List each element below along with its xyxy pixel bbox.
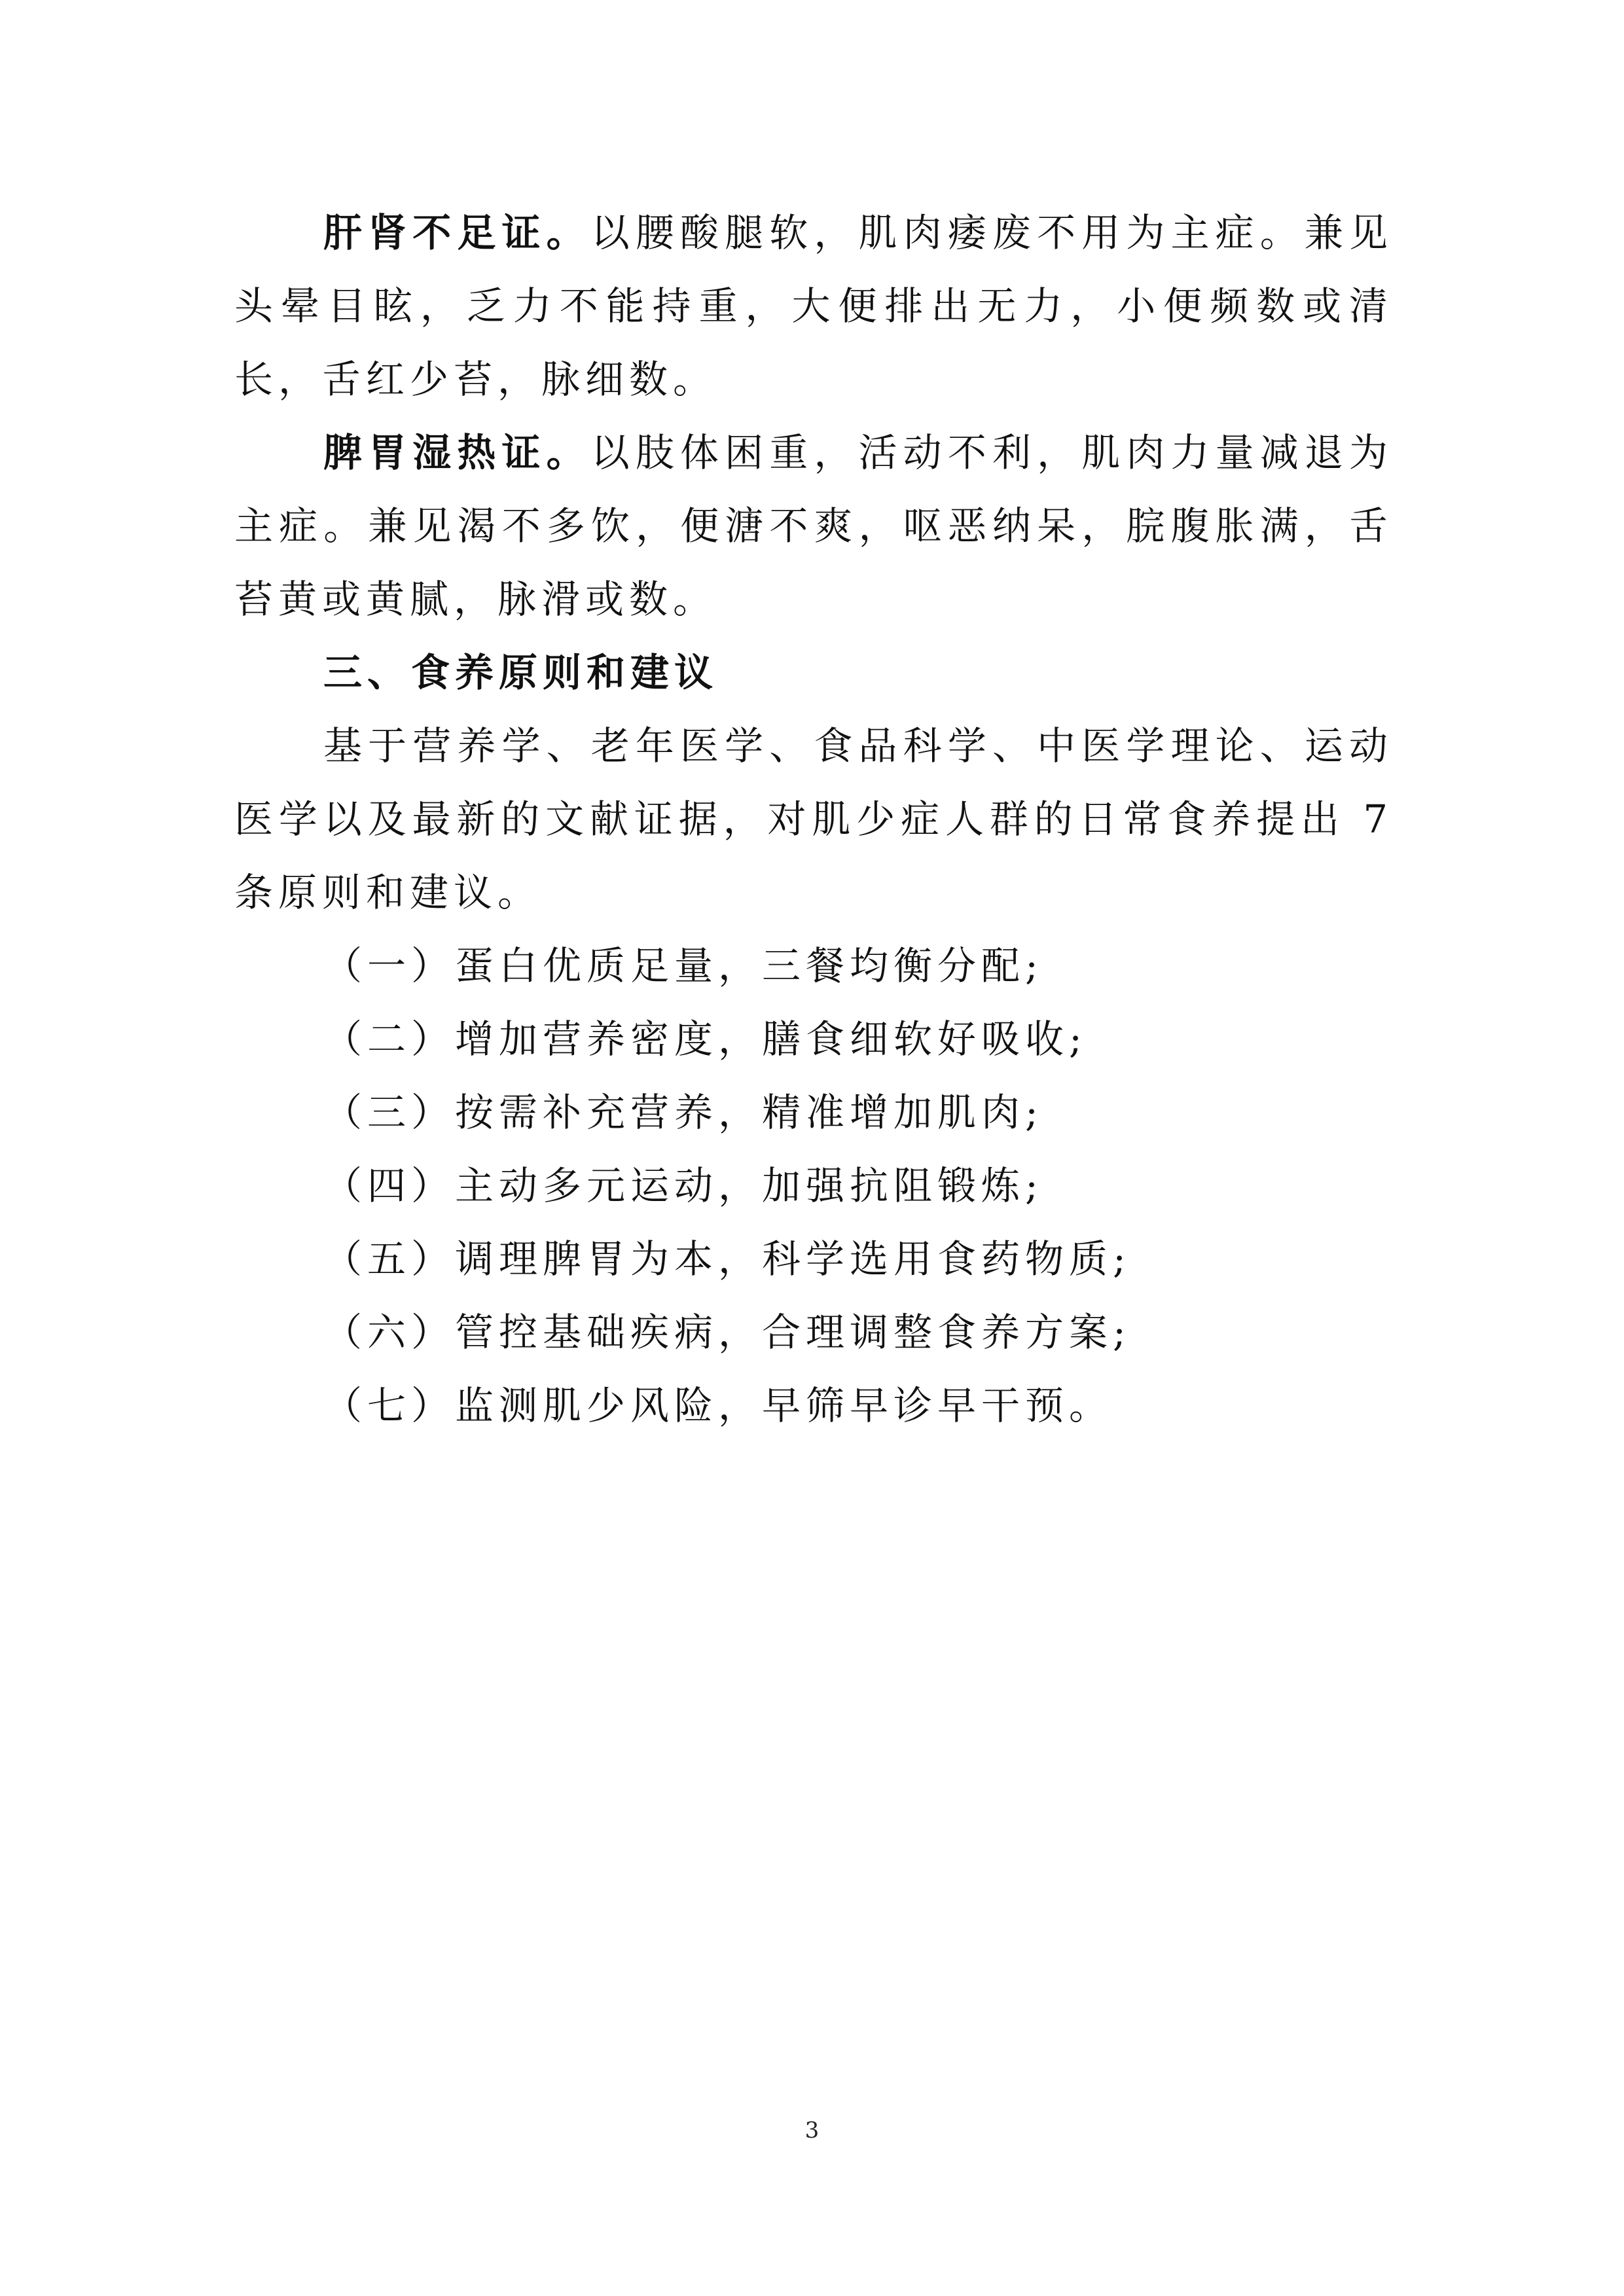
paragraph-liver-kidney-deficiency bbox=[234, 196, 1393, 416]
principle-item-4: （四）主动多元运动，加强抗阻锻炼; bbox=[323, 1163, 1043, 1208]
page-number: 3 bbox=[804, 2117, 820, 2144]
principle-item-7: （七）监测肌少风险，早筛早诊早干预。 bbox=[323, 1383, 1113, 1428]
section-heading-dietary-principles: 三、食养原则和建议 bbox=[323, 650, 719, 695]
principles-list bbox=[234, 929, 1393, 1443]
principle-item-1: （一）蛋白优质足量，三餐均衡分配; bbox=[323, 943, 1043, 988]
term-spleen-stomach-damp-heat: 脾胃湿热证。 bbox=[323, 430, 591, 475]
text-spleen-stomach-damp-heat: 以肢体困重，活动不利，肌肉力量减退为主症。兼见渴不多饮，便溏不爽，呕恶纳呆，脘腹胀满，舌苔黄或黄腻，脉滑或数。 bbox=[234, 430, 1393, 622]
principle-item-3: （三）按需补充营养，精准增加肌肉; bbox=[323, 1090, 1043, 1135]
text-liver-kidney-deficiency: 以腰酸腿软，肌肉痿废不用为主症。兼见头晕目眩，乏力不能持重，大便排出无力，小便频数或清长，舌红少苔，脉细数。 bbox=[234, 210, 1393, 402]
principle-item-6: （六）管控基础疾病，合理调整食养方案; bbox=[323, 1310, 1131, 1355]
principle-item-5: （五）调理脾胃为本，科学选用食药物质; bbox=[323, 1236, 1131, 1282]
term-liver-kidney-deficiency: 肝肾不足证。 bbox=[323, 210, 591, 255]
page-content bbox=[234, 196, 1393, 1443]
paragraph-spleen-stomach-damp-heat bbox=[234, 416, 1393, 636]
paragraph-intro: 基于营养学、老年医学、食品科学、中医学理论、运动医学以及最新的文献证据，对肌少症人群的日常食养提出 7 条原则和建议。 bbox=[234, 723, 1393, 915]
principle-item-2: （二）增加营养密度，膳食细软好吸收; bbox=[323, 1016, 1087, 1062]
